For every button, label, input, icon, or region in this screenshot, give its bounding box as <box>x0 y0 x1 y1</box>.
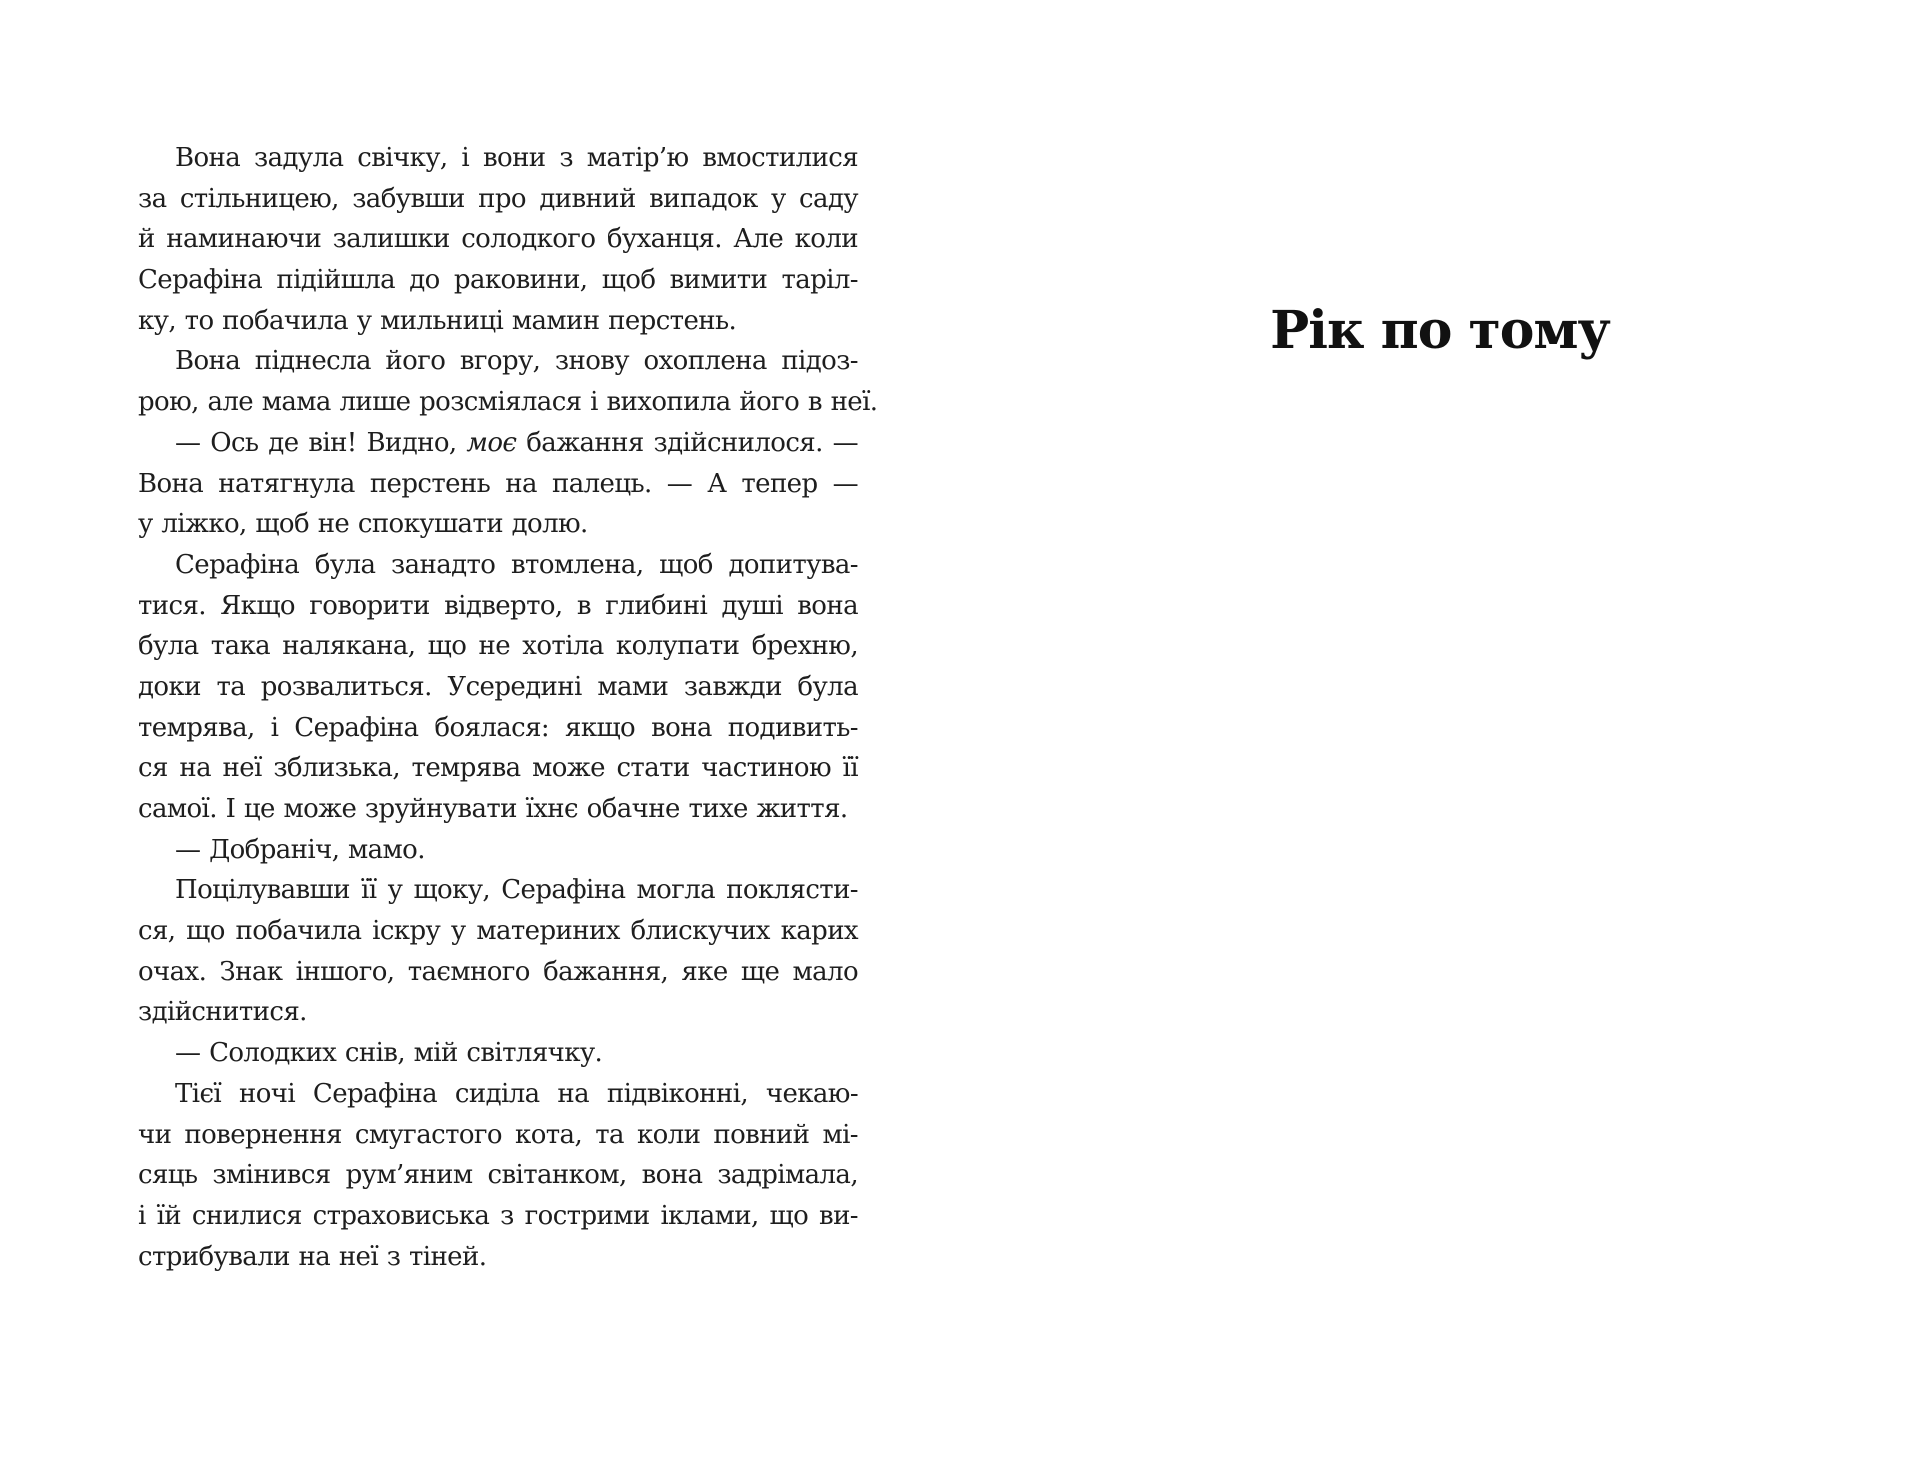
text-line <box>138 423 858 464</box>
text-line: у ліжко, щоб не спокушати долю. <box>138 509 588 540</box>
text-line: ся, що побачила іскру у материних блискучих карих <box>138 916 858 947</box>
emphasized-word: моє <box>466 427 517 458</box>
text-line: сяць змінився рум’яним світанком, вона задрімала, <box>138 1160 858 1191</box>
text-line: ку, то побачила у мильниці мамин перстень. <box>138 305 737 336</box>
text-line: самої. І це може зруйнувати їхнє обачне тихе життя. <box>138 794 848 824</box>
text-fragment: — Ось де він! Видно, <box>175 427 467 458</box>
text-line: Серафіна була занадто втомлена, щоб допитува- <box>175 549 858 580</box>
text-line: і їй снилися страховиська з гострими іклами, що ви- <box>138 1200 858 1231</box>
text-line: доки та розвалиться. Усередині мами завжди була <box>138 671 858 702</box>
text-line: була така налякана, що не хотіла колупати брехню, <box>138 631 858 662</box>
right-page <box>1060 300 1820 362</box>
text-line: стрибували на неї з тіней. <box>138 1241 487 1272</box>
text-line: тися. Якщо говорити відверто, в глибині душі вона <box>138 590 858 621</box>
text-line: рою, але мама лише розсміялася і вихопила його в неї. <box>138 387 878 418</box>
text-line: Вона піднесла його вгору, знову охоплена підоз- <box>175 346 858 377</box>
text-line: Серафіна підійшла до раковини, щоб вимити таріл- <box>138 265 858 296</box>
left-page-text <box>138 138 878 1277</box>
text-line: — Солодких снів, мій світлячку. <box>175 1038 603 1069</box>
text-line: Поцілувавши її у щоку, Серафіна могла поклясти- <box>175 875 858 906</box>
text-line: здійснитися. <box>138 997 307 1028</box>
text-line: Вона задула свічку, і вони з матір’ю вмостилися <box>175 143 858 173</box>
text-line: Вона натягнула перстень на палець. — А тепер — <box>138 468 858 499</box>
text-line: — Добраніч, мамо. <box>175 834 425 865</box>
text-line: за стільницею, забувши про дивний випадок у саду <box>138 183 858 214</box>
chapter-title: Рік по тому <box>1270 300 1610 361</box>
text-fragment: бажання здійснилося. — <box>516 427 858 458</box>
text-line: й наминаючи залишки солодкого буханця. Але коли <box>138 224 858 255</box>
text-line: чи повернення смугастого кота, та коли повний мі- <box>138 1119 858 1150</box>
text-line: Тієї ночі Серафіна сиділа на підвіконні, чекаю- <box>175 1078 858 1109</box>
text-line: ся на неї зблизька, темрява може стати частиною її <box>138 753 858 784</box>
text-line: темрява, і Серафіна боялася: якщо вона подивить- <box>138 712 858 743</box>
text-line: очах. Знак іншого, таємного бажання, яке ще мало <box>138 956 858 987</box>
